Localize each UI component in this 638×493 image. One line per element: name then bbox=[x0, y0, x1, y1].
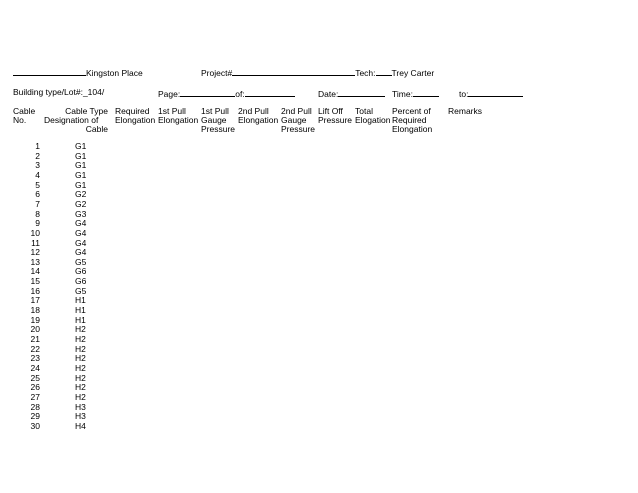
cable-number: 18 bbox=[30, 305, 40, 316]
cable-number: 30 bbox=[30, 420, 40, 431]
cable-type-designation: G4 bbox=[75, 218, 87, 229]
cable-number: 14 bbox=[30, 266, 40, 277]
col-header-percent-required: Percent of Required Elongation bbox=[392, 106, 433, 134]
cable-number: 20 bbox=[30, 324, 40, 335]
cable-number: 7 bbox=[35, 198, 40, 209]
table-row bbox=[0, 229, 120, 239]
cable-type-designation: H2 bbox=[75, 391, 86, 402]
cable-type-designation: H2 bbox=[75, 372, 86, 383]
project-name-blank[interactable] bbox=[13, 67, 86, 76]
col-header-2nd-pull-elongation: 2nd Pull Elongation bbox=[238, 106, 279, 125]
page-field bbox=[158, 88, 295, 99]
cable-number: 9 bbox=[35, 218, 40, 229]
project-number-line bbox=[201, 67, 434, 78]
cable-number: 12 bbox=[30, 247, 40, 258]
cable-number: 3 bbox=[35, 160, 40, 171]
table-row bbox=[0, 219, 120, 229]
cable-number: 17 bbox=[30, 295, 40, 306]
cable-type-designation: G4 bbox=[75, 227, 87, 238]
col-header-cable-type: Cable Type Designation of Cable bbox=[44, 106, 108, 134]
table-row bbox=[0, 325, 120, 335]
cable-type-designation: G6 bbox=[75, 266, 87, 277]
cable-number: 19 bbox=[30, 314, 40, 325]
table-row bbox=[0, 403, 120, 413]
cable-type-designation: H2 bbox=[75, 382, 86, 393]
cable-number: 29 bbox=[30, 411, 40, 422]
cable-type-designation: G5 bbox=[75, 256, 87, 267]
table-row bbox=[0, 296, 120, 306]
cable-type-designation: H1 bbox=[75, 305, 86, 316]
cable-number: 21 bbox=[30, 334, 40, 344]
cable-number: 16 bbox=[30, 285, 40, 296]
cable-type-designation: G6 bbox=[75, 276, 87, 287]
cable-number: 11 bbox=[31, 237, 40, 248]
time-label: Time: bbox=[392, 89, 413, 99]
table-row bbox=[0, 287, 120, 297]
table-row bbox=[0, 181, 120, 191]
to-label: to: bbox=[459, 89, 469, 99]
cable-type-designation: G1 bbox=[75, 179, 87, 190]
table-row bbox=[0, 239, 120, 249]
table-row bbox=[0, 277, 120, 287]
cable-number: 1 bbox=[35, 141, 40, 151]
cable-number: 22 bbox=[30, 343, 40, 354]
page-blank[interactable] bbox=[180, 88, 235, 97]
cable-type-designation: G1 bbox=[75, 150, 87, 161]
table-row bbox=[0, 258, 120, 268]
table-row bbox=[0, 306, 120, 316]
cable-type-designation: H3 bbox=[75, 401, 86, 412]
time-blank[interactable] bbox=[413, 88, 439, 97]
col-header-1st-pull-gauge: 1st Pull Gauge Pressure bbox=[201, 106, 236, 134]
date-blank[interactable] bbox=[338, 88, 385, 97]
time-field bbox=[392, 88, 439, 99]
cable-type-designation: H1 bbox=[75, 314, 86, 325]
cable-number: 5 bbox=[35, 179, 40, 190]
project-name-line bbox=[13, 67, 143, 78]
cable-type-designation: H3 bbox=[75, 411, 86, 422]
cable-type-designation: G1 bbox=[75, 141, 87, 151]
cable-type-designation: G1 bbox=[75, 169, 87, 180]
col-header-cable-no: Cable No. bbox=[13, 106, 36, 125]
cable-number: 10 bbox=[30, 227, 40, 238]
project-number-label: Project# bbox=[201, 68, 233, 78]
to-blank[interactable] bbox=[468, 88, 523, 97]
cable-type-designation: G2 bbox=[75, 198, 87, 209]
cable-number: 13 bbox=[30, 256, 40, 267]
table-row bbox=[0, 190, 120, 200]
col-header-lift-off: Lift Off Pressure bbox=[318, 106, 353, 125]
table-row bbox=[0, 412, 120, 422]
cable-type-designation: H2 bbox=[75, 362, 86, 373]
cable-number: 25 bbox=[30, 372, 40, 383]
date-label: Date: bbox=[318, 89, 339, 99]
cable-number: 6 bbox=[35, 189, 40, 200]
table-row bbox=[0, 152, 120, 162]
project-number-blank[interactable] bbox=[232, 67, 355, 76]
cable-number: 23 bbox=[30, 353, 40, 364]
cable-number: 15 bbox=[30, 276, 40, 287]
cable-type-designation: H2 bbox=[75, 334, 86, 344]
table-row bbox=[0, 171, 120, 181]
date-field bbox=[318, 88, 385, 99]
col-header-1st-pull-elongation: 1st Pull Elongation bbox=[158, 106, 199, 125]
table-row bbox=[0, 393, 120, 403]
table-row bbox=[0, 383, 120, 393]
table-row bbox=[0, 200, 120, 210]
cable-number: 8 bbox=[35, 208, 40, 219]
table-row bbox=[0, 210, 120, 220]
cable-type-designation: G2 bbox=[75, 189, 87, 200]
cable-number: 26 bbox=[30, 382, 40, 393]
of-blank[interactable] bbox=[245, 88, 295, 97]
cable-number: 27 bbox=[30, 391, 40, 402]
cable-type-designation: G4 bbox=[75, 247, 87, 258]
table-row bbox=[0, 142, 120, 152]
to-field bbox=[459, 88, 523, 99]
col-header-required-elongation: Required Elongation bbox=[115, 106, 156, 125]
cable-type-designation: G3 bbox=[75, 208, 87, 219]
project-name: Kingston Place bbox=[86, 68, 143, 78]
col-header-total-elongation: Total Elogation bbox=[355, 106, 391, 125]
tech-label: Tech: bbox=[355, 68, 376, 78]
cable-type-designation: H2 bbox=[75, 353, 86, 364]
cable-type-designation: H1 bbox=[75, 295, 86, 306]
cable-number: 4 bbox=[35, 169, 40, 180]
table-row bbox=[0, 422, 120, 432]
cable-type-designation: G4 bbox=[75, 237, 87, 248]
building-type-label: Building type/Lot#:_104/ bbox=[13, 87, 105, 97]
table-row bbox=[0, 161, 120, 171]
cable-type-designation: H2 bbox=[75, 343, 86, 354]
cable-type-designation: G1 bbox=[75, 160, 87, 171]
table-row bbox=[0, 335, 120, 345]
cable-type-designation: G5 bbox=[75, 285, 87, 296]
table-row bbox=[0, 354, 120, 364]
tech-name: Trey Carter bbox=[391, 68, 435, 78]
of-label: of: bbox=[235, 89, 245, 99]
table-row bbox=[0, 345, 120, 355]
cable-number: 24 bbox=[30, 362, 40, 373]
table-row bbox=[0, 316, 120, 326]
table-row bbox=[0, 374, 120, 384]
cable-type-designation: H4 bbox=[75, 420, 86, 431]
page-label: Page: bbox=[158, 89, 181, 99]
table-row bbox=[0, 364, 120, 374]
table-row bbox=[0, 267, 120, 277]
table-row bbox=[0, 248, 120, 258]
col-header-remarks: Remarks bbox=[448, 106, 483, 116]
tech-blank[interactable] bbox=[376, 67, 392, 76]
cable-number: 2 bbox=[35, 150, 40, 161]
col-header-2nd-pull-gauge: 2nd Pull Gauge Pressure bbox=[281, 106, 316, 134]
cable-type-designation: H2 bbox=[75, 324, 86, 335]
cable-number: 28 bbox=[30, 401, 40, 412]
